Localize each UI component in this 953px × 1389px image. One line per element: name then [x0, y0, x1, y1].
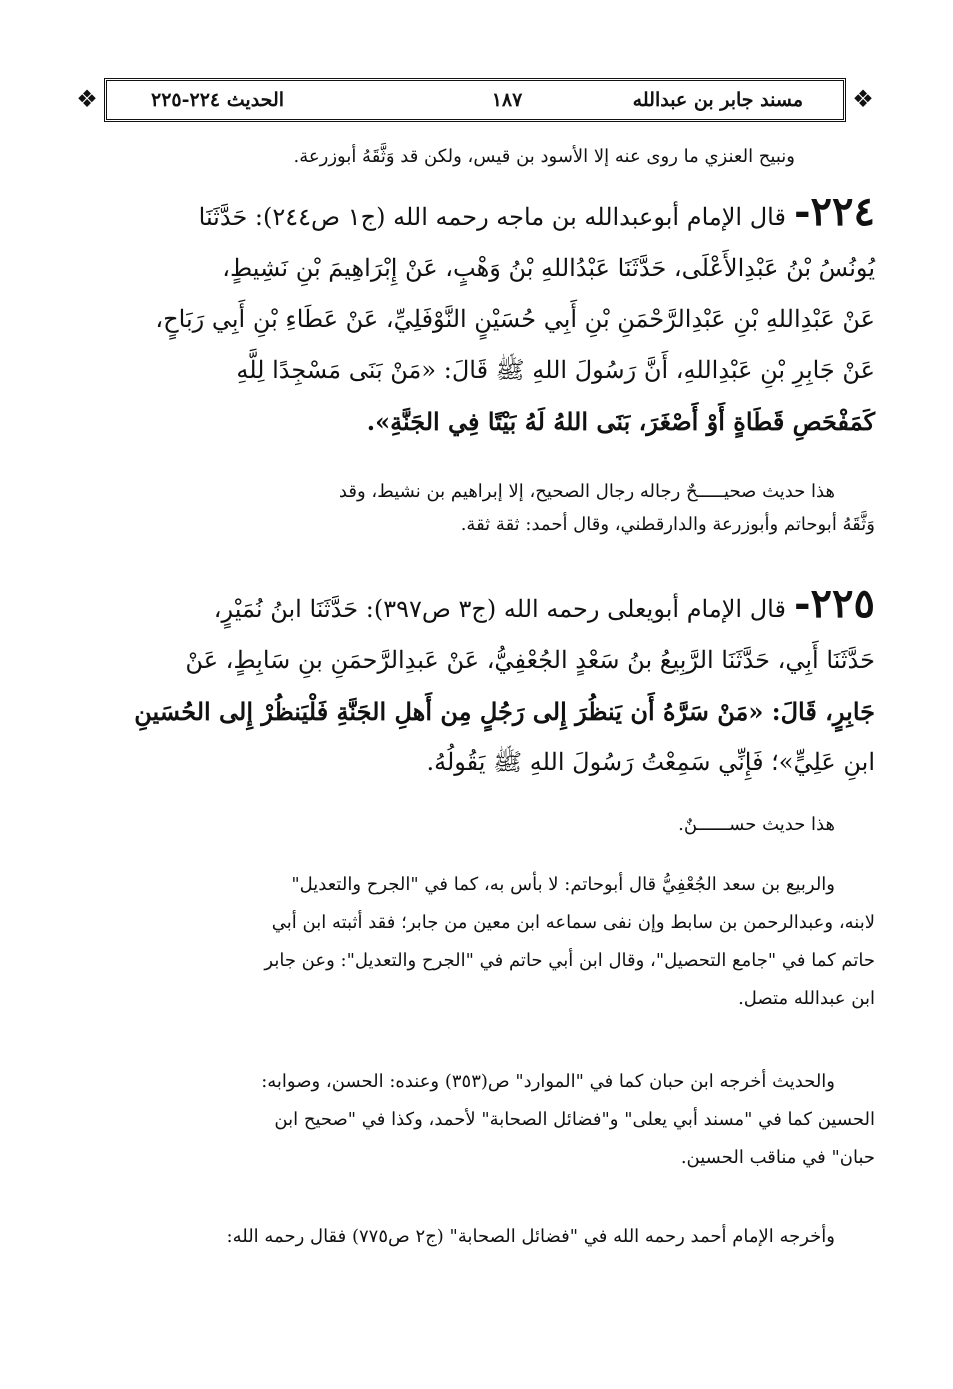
text-line: ابن عبدالله متصل. [738, 988, 875, 1009]
hadith-224-comment [100, 475, 875, 541]
text-line: عَنْ عَبْدِاللهِ بْنِ عَبْدِالرَّحْمَنِ بْنِ أَبِي حُسَيْنٍ النَّوْفَلِيِّ، عَنْ عَطَاءِ بْنِ أَبِي رَبَاحٍ، [155, 305, 875, 333]
text-line: ابنِ عَلِيٍّ»؛ فَإِنِّي سَمِعْتُ رَسُولَ اللهِ ﷺ يَقُولُهُ. [426, 748, 875, 776]
hadith-number: ٢٢٤- [793, 188, 875, 235]
text-line [100, 578, 875, 635]
text-line: هذا حديث صحيـــــحٌ رجاله رجال الصحيح، إلا إبراهيم بن نشيط، وقد [338, 481, 835, 502]
text-line [100, 186, 875, 243]
text-line: وَثَّقَهُ أبوحاتم وأبوزرعة والدارقطني، وقال أحمد: ثقة ثقة. [460, 514, 875, 535]
isnad-text: قال الإمام أبوعبدالله بن ماجه رحمه الله (ج١ ص٢٤٤): حَدَّثَنَا [198, 203, 786, 231]
hadith-225-comment [100, 808, 875, 841]
matn-text: جَابِرٍ، قَالَ: «مَنْ سَرَّهُ أَن يَنظُرَ إِلى رَجُلٍ مِن أَهلِ الجَنَّةِ فَلْيَنظُرْ إِلى الحُسَينِ [134, 697, 875, 726]
text-line: ونبيح العنزي ما روى عنه إلا الأسود بن قيس، ولكن قد وَثَّقَهُ أبوزرعة. [293, 146, 795, 167]
text-line: حبان" في مناقب الحسين. [680, 1147, 875, 1168]
continuation-text [100, 140, 875, 173]
text-line: يُونُسُ بْنُ عَبْدِالأَعْلَى، حَدَّثَنَا عَبْدُاللهِ بْنُ وَهْبٍ، عَنْ إِبْرَاهِيمَ بْنِ نَشِيطٍ، [222, 254, 875, 282]
text-line: والحديث أخرجه ابن حبان كما في "الموارد" ص(٣٥٣) وعنده: الحسن، وصوابه: [261, 1071, 835, 1092]
book-title: مسند جابر بن عبدالله [632, 89, 803, 111]
text-line: وأخرجه الإمام أحمد رحمه الله في "فضائل الصحابة" (ج٢ ص٧٧٥) فقال رحمه الله: [226, 1226, 835, 1247]
hadith-range: الحديث ٢٢٤-٢٢٥ [151, 89, 285, 111]
text-line: والربيع بن سعد الجُعْفِيُّ قال أبوحاتم: لا بأس به، كما في "الجرح والتعديل" [291, 874, 835, 895]
text-line: الحسين كما في "مسند أبي يعلى" و"فضائل الصحابة" لأحمد، وكذا في "صحيح ابن [274, 1109, 875, 1130]
text-line: حَدَّثَنَا أَبِي، حَدَّثَنَا الرَّبِيعُ بنُ سَعْدٍ الجُعْفِيُّ، عَنْ عَبدِالرَّحمَنِ بنِ سَابِطٍ، عَنْ [185, 646, 875, 674]
page-number: ١٨٧ [491, 89, 523, 111]
matn-text: كَمَفْحَصِ قَطَاةٍ أَوْ أَصْغَرَ، بَنَى اللهُ لَهُ بَيْتًا فِي الجَنَّةِ». [366, 407, 875, 436]
text-line: هذا حديث حســــــنٌ. [678, 814, 835, 835]
hadith-224 [100, 186, 875, 447]
hadith-225 [100, 578, 875, 788]
header-ornament-right-icon: ❖ [852, 85, 874, 113]
header-ornament-left-icon: ❖ [76, 85, 98, 113]
text-line: حاتم كما في "جامع التحصيل"، وقال ابن أبي حاتم في "الجرح والتعديل": وعن جابر [264, 950, 875, 971]
isnad-text: قال الإمام أبويعلى رحمه الله (ج٣ ص٣٩٧): حَدَّثَنَا ابنُ نُمَيْرٍ، [213, 595, 786, 623]
text-line: لابنه، وعبدالرحمن بن سابط وإن نفى سماعه ابن معين من جابر؛ فقد أثبته ابن أبي [271, 912, 875, 933]
hadith-number: ٢٢٥- [793, 580, 875, 627]
header-frame [104, 78, 846, 122]
page-header [76, 78, 874, 122]
text-line: عَنْ جَابِرِ بْنِ عَبْدِاللهِ، أَنَّ رَسُولَ اللهِ ﷺ قَالَ: «مَنْ بَنَى مَسْجِدًا لِلَّهِ [236, 356, 875, 384]
note-paragraph [100, 1063, 875, 1177]
note-paragraph [100, 1218, 875, 1256]
note-paragraph [100, 866, 875, 1018]
